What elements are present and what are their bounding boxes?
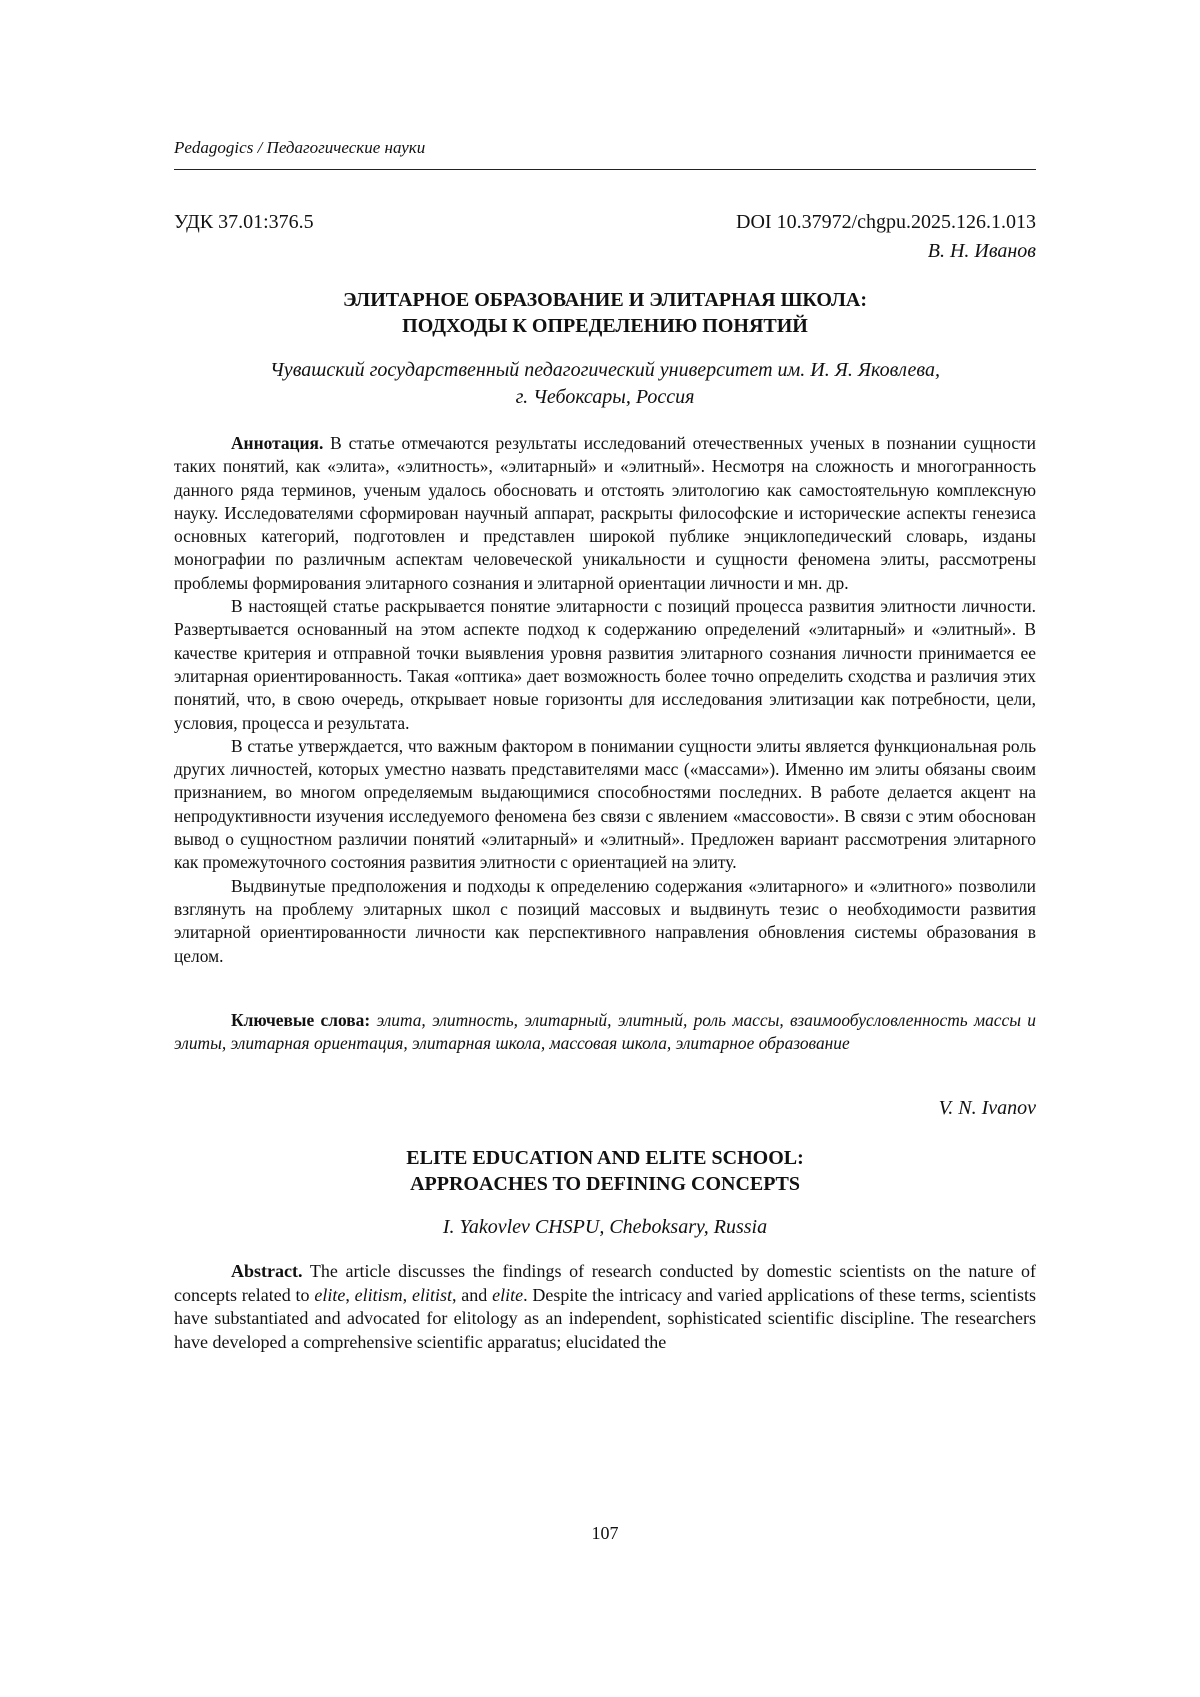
page-number: 107 bbox=[591, 1523, 619, 1543]
meta-row bbox=[174, 211, 1036, 234]
ru-affiliation bbox=[174, 357, 1036, 411]
ru-keywords bbox=[174, 1009, 1036, 1056]
en-term: elite bbox=[314, 1284, 346, 1305]
en-term: elitism bbox=[354, 1284, 403, 1305]
ru-abstract-p1: В статье отмечаются результаты исследований отечественных ученых в познании сущности таких понятий, как «элита», «элитность», «элитарный» и «элитный». Несмотря на сложность и многогранность данного ряда терминов, ученым удалось обосновать и отстоять элитологию как самостоятельную комплексную науку. Исследователями сформирован научный аппарат, раскрыты философские и исторические аспекты генезиса основных категорий, подготовлен и представлен широкой публике энциклопедический словарь, изданы монографии по различным аспектам человеческой уникальности и сущности феномена элиты, рассмотрены проблемы формирования элитарного сознания и элитарной ориентации личности и мн. др. bbox=[174, 433, 1036, 593]
en-title bbox=[174, 1145, 1036, 1197]
en-title-line2: APPROACHES TO DEFINING CONCEPTS bbox=[410, 1173, 800, 1195]
en-term: elitist bbox=[411, 1284, 452, 1305]
ru-affil-line1: Чувашский государственный педагогический университет им. И. Я. Яковлева, bbox=[270, 359, 940, 381]
udk-code: УДК 37.01:376.5 bbox=[174, 211, 314, 233]
ru-author: В. Н. Иванов bbox=[927, 240, 1036, 262]
ru-title-line1: ЭЛИТАРНОЕ ОБРАЗОВАНИЕ И ЭЛИТАРНАЯ ШКОЛА: bbox=[343, 289, 867, 311]
ru-keywords-text: элита, элитность, элитарный, элитный, роль массы, взаимообусловленность массы и элиты, элитарная ориентация, элитарная школа, массовая школа, элитарное образование bbox=[174, 1010, 1036, 1054]
doi: DOI 10.37972/chgpu.2025.126.1.013 bbox=[736, 211, 1036, 233]
en-abstract-paragraph: Abstract. The article discusses the findings of research conducted by domestic scientists on the nature of concepts related to elite, elitism, elitist, and elite. Despite the intricacy and varied applications of these terms, scientists have substantiated and advocated for elitology as an independent, sophisticated scientific discipline. The researchers have developed a comprehensive scientific apparatus; elucidated the bbox=[174, 1261, 1036, 1352]
ru-title-line2: ПОДХОДЫ К ОПРЕДЕЛЕНИЮ ПОНЯТИЙ bbox=[402, 315, 808, 337]
en-author: V. N. Ivanov bbox=[938, 1097, 1036, 1119]
ru-affil-line2: г. Чебоксары, Россия bbox=[515, 386, 695, 408]
en-abstract-label: Abstract. bbox=[231, 1261, 303, 1281]
ru-abstract-label: Аннотация. bbox=[231, 433, 324, 453]
ru-keywords-label: Ключевые слова: bbox=[231, 1010, 371, 1030]
ru-abstract-paragraph: Выдвинутые предположения и подходы к определению содержания «элитарного» и «элитного» позволили взглянуть на проблему элитарных школ с позиций массовых и выдвинуть тезис о необходимости развития элитарной ориентированности личности как перспективного направления обновления системы образования в целом. bbox=[174, 875, 1036, 966]
en-affiliation: I. Yakovlev CHSPU, Cheboksary, Russia bbox=[442, 1216, 768, 1238]
en-term: elite bbox=[492, 1284, 524, 1305]
ru-abstract-paragraph: В настоящей статье раскрывается понятие элитарности с позиций процесса развития элитности личности. Развертывается основанный на этом аспекте подход к содержанию определений «элитарный» и «элитный». В качестве критерия и отправной точки выявления уровня развития элитарного сознания личности принимается ее элитарная ориентированность. Такая «оптика» дает возможность более точно определить сходства и различия этих понятий, что, в свою очередь, открывает новые горизонты для исследования элитизации как потребности, цели, условия, процесса и результата. bbox=[174, 596, 1036, 733]
en-title-line1: ELITE EDUCATION AND ELITE SCHOOL: bbox=[406, 1147, 804, 1169]
ru-abstract-paragraph: В статье утверждается, что важным фактором в понимании сущности элиты является функциональная роль других личностей, которых уместно назвать представителями масс («массами»). Именно им элиты обязаны своим признанием, во многом определяемым выдающимися способностями последних. В работе делается акцент на непродуктивности изучения исследуемого феномена без связи с явлением «массовости». В связи с этим обоснован вывод о сущностном различии понятий «элитарный» и «элитный». Предложен вариант рассмотрения элитарного как промежуточного состояния развития элитности с ориентацией на элиту. bbox=[174, 735, 1036, 873]
en-abstract bbox=[174, 1260, 1036, 1354]
running-head: Pedagogics / Педагогические науки bbox=[174, 138, 1036, 170]
ru-title bbox=[174, 287, 1036, 339]
ru-abstract-paragraph bbox=[174, 432, 1036, 595]
ru-abstract bbox=[174, 432, 1036, 968]
